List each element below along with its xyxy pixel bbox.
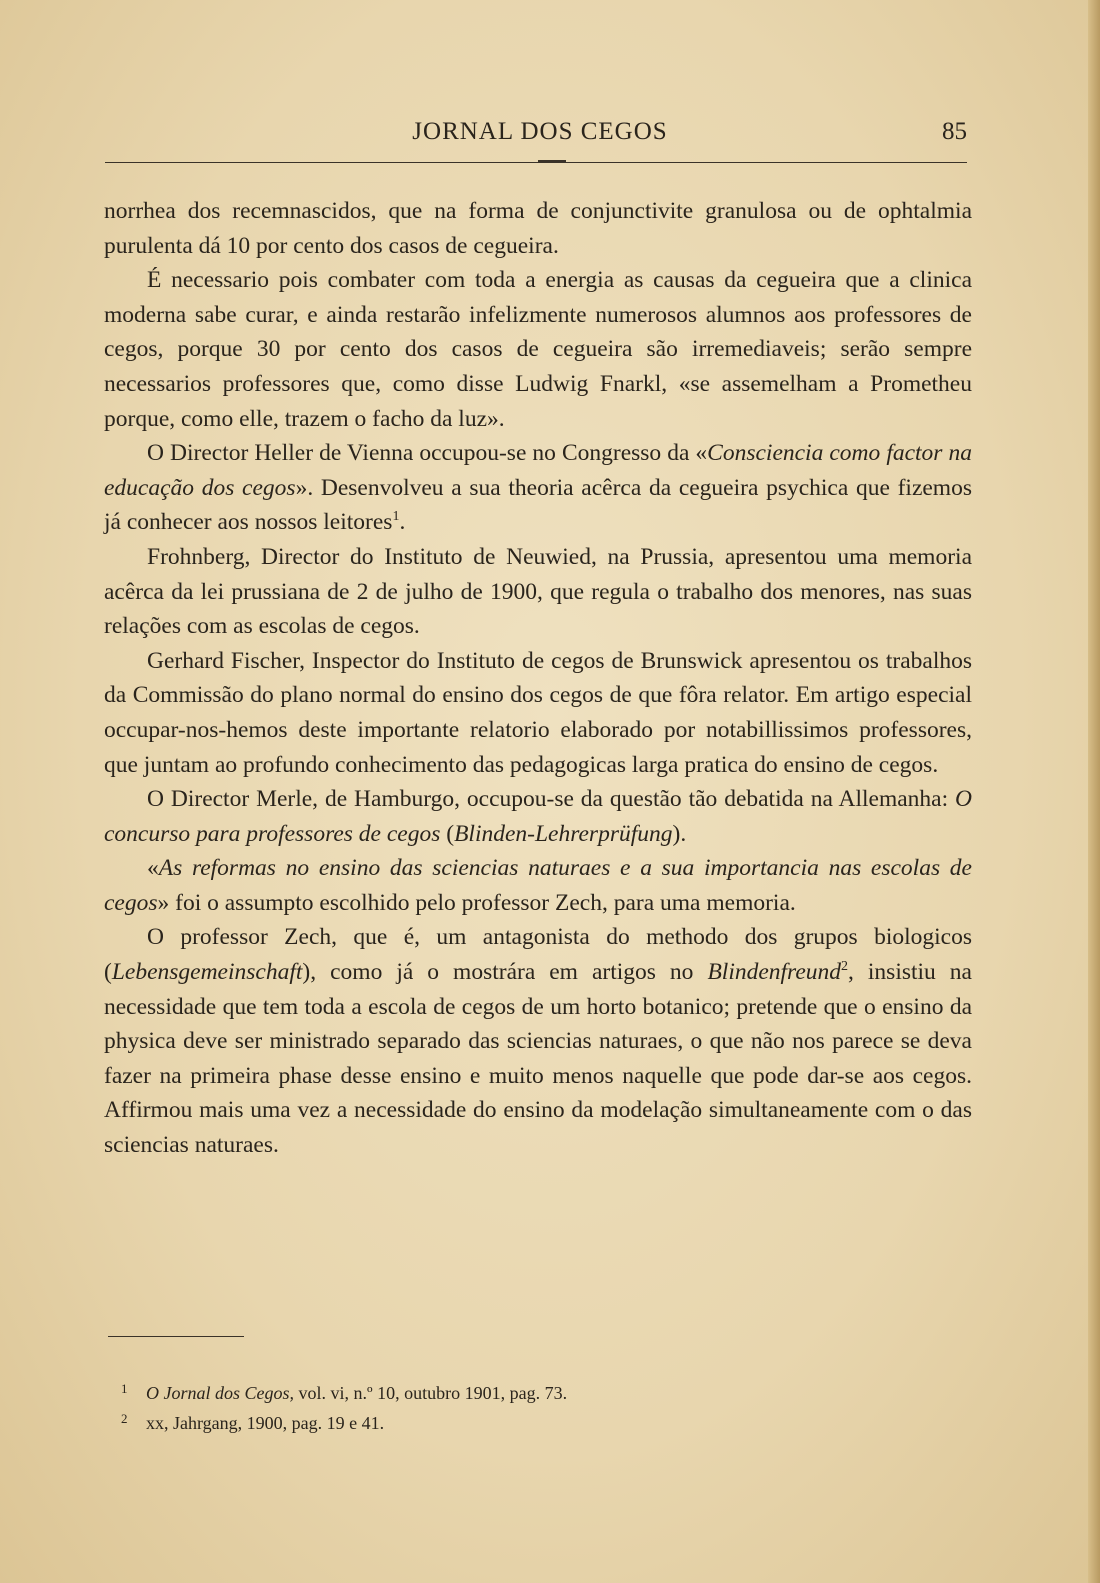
running-head: JORNAL DOS CEGOS (412, 118, 668, 145)
footnote-2: 2 xx, Jahrgang, 1900, pag. 19 e 41. (146, 1408, 846, 1438)
paragraph-1: norrhea dos recemnascidos, que na forma de conjunctivite granulosa ou de ophtalmia purulenta dá 10 por cento dos casos de cegueira. (104, 198, 972, 259)
paragraph-2: É necessario pois combater com toda a energia as causas da cegueira que a clinica moderna sabe curar, e ainda restarão infelizmente numerosos alumnos aos professores de cegos, porque 30 por cento dos casos de cegueira são irremediaveis; serão sempre necessarios professores que, como disse Ludwig Fnarkl, «se assemelham a Prometheu porque, como elle, trazem o facho da luz». (104, 267, 972, 432)
paragraph-4: Frohnberg, Director do Instituto de Neuwied, na Prussia, apresentou uma memoria acêrca da lei prussiana de 2 de julho de 1900, que regula o trabalho dos menores, nas suas relações com as escolas de cegos. (104, 543, 972, 640)
footnote-ref-2: 2 (841, 959, 849, 975)
header-rule (105, 162, 967, 163)
header-rule-ornament (538, 160, 566, 163)
footnote-mark: 2 (121, 1411, 128, 1426)
body-text (104, 194, 972, 1163)
page-header (105, 118, 975, 154)
paragraph-7: «As reformas no ensino das sciencias naturaes e a sua importancia nas escolas de cegos» foi o assumpto escolhido pelo professor Zech, para uma memoria. (104, 855, 972, 916)
footnotes (121, 1378, 846, 1438)
footnote-1: 1 O Jornal dos Cegos, vol. vi, n.º 10, outubro 1901, pag. 73. (146, 1378, 846, 1408)
paragraph-8: O professor Zech, que é, um antagonista do methodo dos grupos biologicos (Lebensgemeinschaft), como já o mostrára em artigos no Blindenfreund$^2$, insistiu na necessidade que tem toda a escola de cegos de um horto botanico; pretende que o ensino da physica deve ser ministrado separado das sciencias naturaes, o que não nos parece se deva fazer na primeira phase desse ensino e muito menos naquelle que pode dar-se aos cegos. Affirmou mais uma vez a necessidade do ensino da modelação simultaneamente com o das sciencias naturaes. (104, 924, 972, 1159)
page-number: 85 (942, 118, 967, 145)
paragraph-3: O Director Heller de Vienna occupou-se no Congresso da «Consciencia como factor na educação dos cegos». Desenvolveu a sua theoria acêrca da cegueira psychica que fizemos já conhecer aos nossos leitores$^1$. (104, 440, 972, 536)
footnote-ref-1: 1 (392, 509, 400, 525)
footnote-rule (108, 1336, 244, 1337)
paragraph-6: O Director Merle, de Hamburgo, occupou-se da questão tão debatida na Allemanha: O concurso para professores de cegos (Blinden-Lehrerprüfung). (104, 786, 972, 847)
footnote-mark: 1 (121, 1381, 128, 1396)
page-edge (1088, 0, 1100, 1583)
paragraph-5: Gerhard Fischer, Inspector do Instituto de cegos de Brunswick apresentou os trabalhos da Commissão do plano normal do ensino dos cegos de que fôra relator. Em artigo especial occupar-nos-hemos deste importante relatorio elaborado por notabillissimos professores, que juntam ao profundo conhecimento das pedagogicas larga pratica do ensino de cegos. (104, 647, 972, 778)
